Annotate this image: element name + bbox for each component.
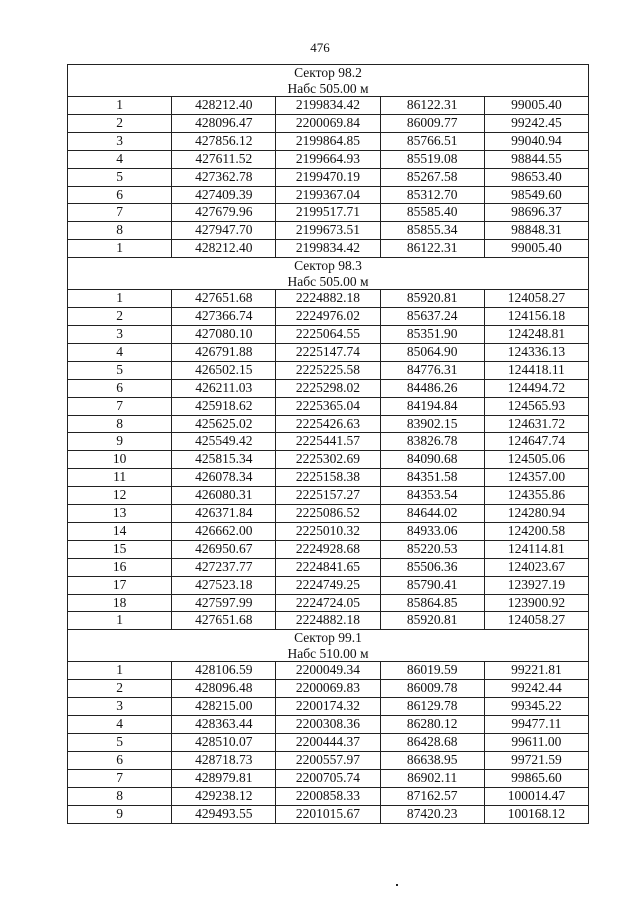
sector-height: Набс 505.00 м (68, 81, 589, 97)
table-row (68, 132, 589, 150)
local-x-cell: 85637.24 (380, 308, 484, 326)
table-row (68, 361, 589, 379)
y-coordinate-cell: 2199864.85 (276, 132, 380, 150)
x-coordinate-cell: 429238.12 (172, 787, 276, 805)
sector-height-row (68, 274, 589, 290)
local-x-cell: 86122.31 (380, 240, 484, 258)
y-coordinate-cell: 2225225.58 (276, 361, 380, 379)
local-x-cell: 85220.53 (380, 540, 484, 558)
point-number-cell: 2 (68, 114, 172, 132)
local-x-cell: 86280.12 (380, 716, 484, 734)
local-x-cell: 85506.36 (380, 558, 484, 576)
local-y-cell: 99345.22 (484, 698, 588, 716)
x-coordinate-cell: 427679.96 (172, 204, 276, 222)
table-row (68, 576, 589, 594)
y-coordinate-cell: 2200858.33 (276, 787, 380, 805)
x-coordinate-cell: 427856.12 (172, 132, 276, 150)
local-x-cell: 84486.26 (380, 379, 484, 397)
y-coordinate-cell: 2225365.04 (276, 397, 380, 415)
local-y-cell: 98696.37 (484, 204, 588, 222)
point-number-cell: 3 (68, 698, 172, 716)
local-y-cell: 99611.00 (484, 734, 588, 752)
x-coordinate-cell: 426371.84 (172, 505, 276, 523)
table-row (68, 662, 589, 680)
y-coordinate-cell: 2224724.05 (276, 594, 380, 612)
x-coordinate-cell: 427362.78 (172, 168, 276, 186)
y-coordinate-cell: 2199834.42 (276, 240, 380, 258)
point-number-cell: 4 (68, 716, 172, 734)
local-y-cell: 124058.27 (484, 290, 588, 308)
x-coordinate-cell: 426078.34 (172, 469, 276, 487)
local-y-cell: 123927.19 (484, 576, 588, 594)
sector-title: Сектор 99.1 (68, 630, 589, 646)
local-x-cell: 84933.06 (380, 522, 484, 540)
point-number-cell: 5 (68, 361, 172, 379)
local-y-cell: 124418.11 (484, 361, 588, 379)
x-coordinate-cell: 428096.47 (172, 114, 276, 132)
local-y-cell: 99477.11 (484, 716, 588, 734)
x-coordinate-cell: 426662.00 (172, 522, 276, 540)
local-y-cell: 124647.74 (484, 433, 588, 451)
local-y-cell: 98549.60 (484, 186, 588, 204)
point-number-cell: 11 (68, 469, 172, 487)
local-y-cell: 100014.47 (484, 787, 588, 805)
x-coordinate-cell: 428363.44 (172, 716, 276, 734)
local-y-cell: 99721.59 (484, 751, 588, 769)
point-number-cell: 1 (68, 290, 172, 308)
y-coordinate-cell: 2199834.42 (276, 97, 380, 115)
point-number-cell: 5 (68, 168, 172, 186)
local-y-cell: 124336.13 (484, 343, 588, 361)
point-number-cell: 17 (68, 576, 172, 594)
sector-title: Сектор 98.3 (68, 258, 589, 274)
local-y-cell: 99242.44 (484, 680, 588, 698)
x-coordinate-cell: 427651.68 (172, 290, 276, 308)
local-x-cell: 85920.81 (380, 612, 484, 630)
local-x-cell: 85864.85 (380, 594, 484, 612)
x-coordinate-cell: 427651.68 (172, 612, 276, 630)
point-number-cell: 1 (68, 97, 172, 115)
local-x-cell: 86009.77 (380, 114, 484, 132)
coordinates-table-body (68, 65, 589, 824)
table-row (68, 734, 589, 752)
local-x-cell: 84351.58 (380, 469, 484, 487)
local-y-cell: 124565.93 (484, 397, 588, 415)
point-number-cell: 6 (68, 186, 172, 204)
local-x-cell: 85064.90 (380, 343, 484, 361)
local-y-cell: 123900.92 (484, 594, 588, 612)
local-x-cell: 85267.58 (380, 168, 484, 186)
point-number-cell: 8 (68, 415, 172, 433)
point-number-cell: 4 (68, 150, 172, 168)
point-number-cell: 2 (68, 680, 172, 698)
sector-title-row (68, 258, 589, 274)
table-row (68, 204, 589, 222)
y-coordinate-cell: 2200557.97 (276, 751, 380, 769)
y-coordinate-cell: 2199367.04 (276, 186, 380, 204)
local-x-cell: 86122.31 (380, 97, 484, 115)
point-number-cell: 13 (68, 505, 172, 523)
local-y-cell: 124357.00 (484, 469, 588, 487)
y-coordinate-cell: 2225426.63 (276, 415, 380, 433)
local-x-cell: 86638.95 (380, 751, 484, 769)
local-y-cell: 124355.86 (484, 487, 588, 505)
local-x-cell: 85766.51 (380, 132, 484, 150)
table-row (68, 469, 589, 487)
local-x-cell: 86019.59 (380, 662, 484, 680)
table-row (68, 433, 589, 451)
local-y-cell: 99221.81 (484, 662, 588, 680)
x-coordinate-cell: 425549.42 (172, 433, 276, 451)
y-coordinate-cell: 2224882.18 (276, 290, 380, 308)
local-x-cell: 86009.78 (380, 680, 484, 698)
local-x-cell: 83826.78 (380, 433, 484, 451)
x-coordinate-cell: 428979.81 (172, 769, 276, 787)
x-coordinate-cell: 426211.03 (172, 379, 276, 397)
y-coordinate-cell: 2199517.71 (276, 204, 380, 222)
y-coordinate-cell: 2224841.65 (276, 558, 380, 576)
table-row (68, 594, 589, 612)
local-x-cell: 85920.81 (380, 290, 484, 308)
sector-title-row (68, 630, 589, 646)
table-row (68, 415, 589, 433)
sector-height-row (68, 646, 589, 662)
point-number-cell: 12 (68, 487, 172, 505)
local-y-cell: 99040.94 (484, 132, 588, 150)
table-row (68, 114, 589, 132)
point-number-cell: 1 (68, 662, 172, 680)
local-y-cell: 124114.81 (484, 540, 588, 558)
local-x-cell: 86902.11 (380, 769, 484, 787)
point-number-cell: 6 (68, 379, 172, 397)
local-x-cell: 85855.34 (380, 222, 484, 240)
local-y-cell: 98653.40 (484, 168, 588, 186)
local-y-cell: 124023.67 (484, 558, 588, 576)
table-row (68, 680, 589, 698)
table-row (68, 325, 589, 343)
x-coordinate-cell: 428718.73 (172, 751, 276, 769)
point-number-cell: 9 (68, 433, 172, 451)
local-x-cell: 84353.54 (380, 487, 484, 505)
point-number-cell: 2 (68, 308, 172, 326)
y-coordinate-cell: 2225441.57 (276, 433, 380, 451)
point-number-cell: 3 (68, 325, 172, 343)
table-row (68, 186, 589, 204)
x-coordinate-cell: 426950.67 (172, 540, 276, 558)
y-coordinate-cell: 2224928.68 (276, 540, 380, 558)
table-row (68, 505, 589, 523)
point-number-cell: 7 (68, 769, 172, 787)
y-coordinate-cell: 2200069.84 (276, 114, 380, 132)
y-coordinate-cell: 2225086.52 (276, 505, 380, 523)
x-coordinate-cell: 426502.15 (172, 361, 276, 379)
local-y-cell: 124058.27 (484, 612, 588, 630)
table-row (68, 290, 589, 308)
x-coordinate-cell: 426791.88 (172, 343, 276, 361)
point-number-cell: 1 (68, 240, 172, 258)
table-row (68, 769, 589, 787)
point-number-cell: 8 (68, 787, 172, 805)
table-row (68, 168, 589, 186)
local-y-cell: 124156.18 (484, 308, 588, 326)
local-y-cell: 124248.81 (484, 325, 588, 343)
sector-height: Набс 510.00 м (68, 646, 589, 662)
local-x-cell: 87162.57 (380, 787, 484, 805)
sector-title: Сектор 98.2 (68, 65, 589, 81)
x-coordinate-cell: 425625.02 (172, 415, 276, 433)
table-row (68, 751, 589, 769)
local-y-cell: 124494.72 (484, 379, 588, 397)
table-row (68, 716, 589, 734)
y-coordinate-cell: 2225010.32 (276, 522, 380, 540)
x-coordinate-cell: 429493.55 (172, 805, 276, 823)
local-y-cell: 98844.55 (484, 150, 588, 168)
y-coordinate-cell: 2200308.36 (276, 716, 380, 734)
table-row (68, 522, 589, 540)
y-coordinate-cell: 2201015.67 (276, 805, 380, 823)
local-y-cell: 98848.31 (484, 222, 588, 240)
local-x-cell: 86129.78 (380, 698, 484, 716)
x-coordinate-cell: 428096.48 (172, 680, 276, 698)
local-x-cell: 85351.90 (380, 325, 484, 343)
sector-height: Набс 505.00 м (68, 274, 589, 290)
table-row (68, 805, 589, 823)
y-coordinate-cell: 2199664.93 (276, 150, 380, 168)
point-number-cell: 16 (68, 558, 172, 576)
point-number-cell: 7 (68, 397, 172, 415)
local-x-cell: 85312.70 (380, 186, 484, 204)
point-number-cell: 9 (68, 805, 172, 823)
x-coordinate-cell: 427947.70 (172, 222, 276, 240)
table-row (68, 612, 589, 630)
table-row (68, 397, 589, 415)
table-row (68, 150, 589, 168)
point-number-cell: 6 (68, 751, 172, 769)
x-coordinate-cell: 426080.31 (172, 487, 276, 505)
local-x-cell: 86428.68 (380, 734, 484, 752)
table-row (68, 487, 589, 505)
table-row (68, 451, 589, 469)
sector-height-row (68, 81, 589, 97)
y-coordinate-cell: 2199470.19 (276, 168, 380, 186)
point-number-cell: 3 (68, 132, 172, 150)
y-coordinate-cell: 2200049.34 (276, 662, 380, 680)
y-coordinate-cell: 2225157.27 (276, 487, 380, 505)
y-coordinate-cell: 2224749.25 (276, 576, 380, 594)
point-number-cell: 4 (68, 343, 172, 361)
y-coordinate-cell: 2200174.32 (276, 698, 380, 716)
x-coordinate-cell: 427080.10 (172, 325, 276, 343)
local-y-cell: 124280.94 (484, 505, 588, 523)
y-coordinate-cell: 2199673.51 (276, 222, 380, 240)
x-coordinate-cell: 428106.59 (172, 662, 276, 680)
table-row (68, 787, 589, 805)
table-row (68, 308, 589, 326)
local-x-cell: 87420.23 (380, 805, 484, 823)
x-coordinate-cell: 427409.39 (172, 186, 276, 204)
page-number: 476 (310, 40, 330, 55)
local-x-cell: 84090.68 (380, 451, 484, 469)
x-coordinate-cell: 427597.99 (172, 594, 276, 612)
x-coordinate-cell: 428212.40 (172, 97, 276, 115)
point-number-cell: 5 (68, 734, 172, 752)
point-number-cell: 7 (68, 204, 172, 222)
local-x-cell: 85519.08 (380, 150, 484, 168)
table-row (68, 540, 589, 558)
coordinates-table (67, 64, 589, 824)
x-coordinate-cell: 425815.34 (172, 451, 276, 469)
y-coordinate-cell: 2200444.37 (276, 734, 380, 752)
local-y-cell: 100168.12 (484, 805, 588, 823)
y-coordinate-cell: 2225298.02 (276, 379, 380, 397)
x-coordinate-cell: 428510.07 (172, 734, 276, 752)
local-x-cell: 83902.15 (380, 415, 484, 433)
point-number-cell: 14 (68, 522, 172, 540)
local-x-cell: 84776.31 (380, 361, 484, 379)
x-coordinate-cell: 427366.74 (172, 308, 276, 326)
table-row (68, 379, 589, 397)
x-coordinate-cell: 427611.52 (172, 150, 276, 168)
local-x-cell: 85585.40 (380, 204, 484, 222)
local-y-cell: 124505.06 (484, 451, 588, 469)
local-y-cell: 99005.40 (484, 240, 588, 258)
local-y-cell: 99005.40 (484, 97, 588, 115)
point-number-cell: 15 (68, 540, 172, 558)
y-coordinate-cell: 2225064.55 (276, 325, 380, 343)
sector-title-row (68, 65, 589, 81)
x-coordinate-cell: 427237.77 (172, 558, 276, 576)
table-row (68, 240, 589, 258)
table-row (68, 97, 589, 115)
point-number-cell: 10 (68, 451, 172, 469)
y-coordinate-cell: 2224882.18 (276, 612, 380, 630)
local-y-cell: 99242.45 (484, 114, 588, 132)
y-coordinate-cell: 2225158.38 (276, 469, 380, 487)
local-x-cell: 85790.41 (380, 576, 484, 594)
x-coordinate-cell: 427523.18 (172, 576, 276, 594)
point-number-cell: 8 (68, 222, 172, 240)
local-y-cell: 124200.58 (484, 522, 588, 540)
y-coordinate-cell: 2225147.74 (276, 343, 380, 361)
x-coordinate-cell: 425918.62 (172, 397, 276, 415)
local-x-cell: 84194.84 (380, 397, 484, 415)
local-y-cell: 99865.60 (484, 769, 588, 787)
point-number-cell: 18 (68, 594, 172, 612)
y-coordinate-cell: 2200705.74 (276, 769, 380, 787)
table-row (68, 222, 589, 240)
y-coordinate-cell: 2200069.83 (276, 680, 380, 698)
table-row (68, 343, 589, 361)
y-coordinate-cell: 2224976.02 (276, 308, 380, 326)
x-coordinate-cell: 428215.00 (172, 698, 276, 716)
point-number-cell: 1 (68, 612, 172, 630)
x-coordinate-cell: 428212.40 (172, 240, 276, 258)
y-coordinate-cell: 2225302.69 (276, 451, 380, 469)
scan-speck (396, 884, 398, 886)
table-row (68, 558, 589, 576)
table-row (68, 698, 589, 716)
local-y-cell: 124631.72 (484, 415, 588, 433)
local-x-cell: 84644.02 (380, 505, 484, 523)
